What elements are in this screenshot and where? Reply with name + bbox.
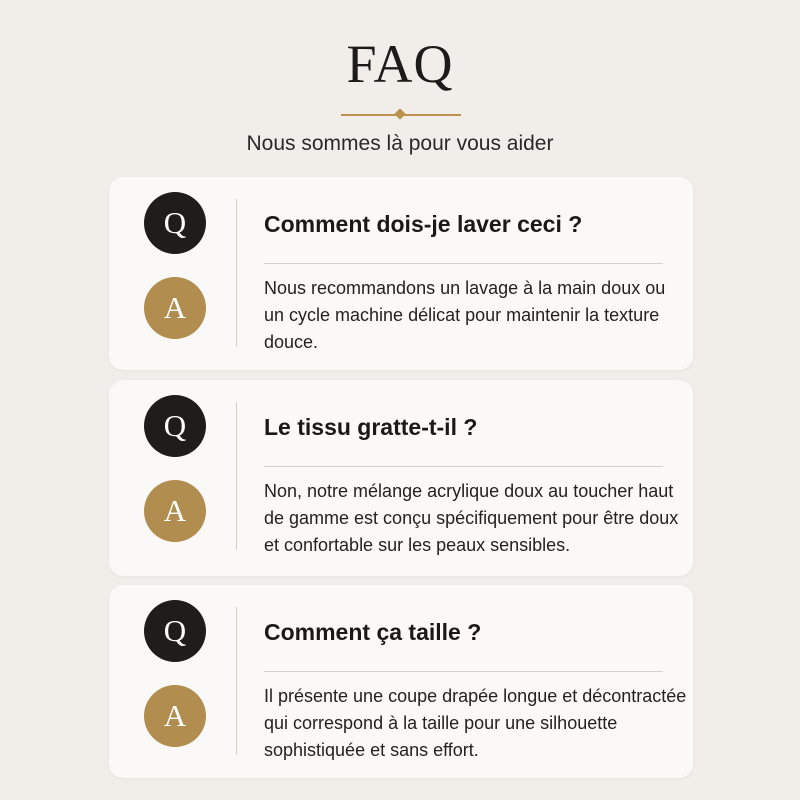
faq-header: [0, 0, 800, 170]
faq-question: Comment dois-je laver ceci ?: [264, 211, 583, 237]
card-vertical-divider: [236, 607, 237, 755]
answer-badge-icon: A: [144, 480, 206, 542]
faq-card-2: [109, 380, 693, 576]
faq-question: Comment ça taille ?: [264, 619, 482, 645]
answer-badge-icon: A: [144, 277, 206, 339]
faq-card-1: [109, 177, 693, 370]
question-answer-separator: [264, 466, 663, 467]
diamond-ornament-icon: [394, 108, 405, 119]
faq-answer: Non, notre mélange acrylique doux au toucher haut de gamme est conçu spécifiquement pour être doux et confortable sur les peaux sensibles.: [264, 481, 679, 555]
faq-answer: Il présente une coupe drapée longue et décontractée qui correspond à la taille pour une silhouette sophistiquée et sans effort.: [264, 686, 687, 760]
answer-badge-icon: A: [144, 685, 206, 747]
faq-card-3: [109, 585, 693, 778]
faq-question: Le tissu gratte-t-il ?: [264, 414, 478, 440]
question-answer-separator: [264, 671, 663, 672]
page-title: FAQ: [346, 34, 454, 94]
question-badge-icon: Q: [144, 600, 206, 662]
question-badge-icon: Q: [144, 192, 206, 254]
question-answer-separator: [264, 263, 663, 264]
faq-answer: Nous recommandons un lavage à la main doux ou un cycle machine délicat pour maintenir la texture douce.: [264, 278, 666, 352]
page-subtitle: Nous sommes là pour vous aider: [246, 132, 554, 155]
card-vertical-divider: [236, 199, 237, 347]
card-vertical-divider: [236, 402, 237, 550]
question-badge-icon: Q: [144, 395, 206, 457]
